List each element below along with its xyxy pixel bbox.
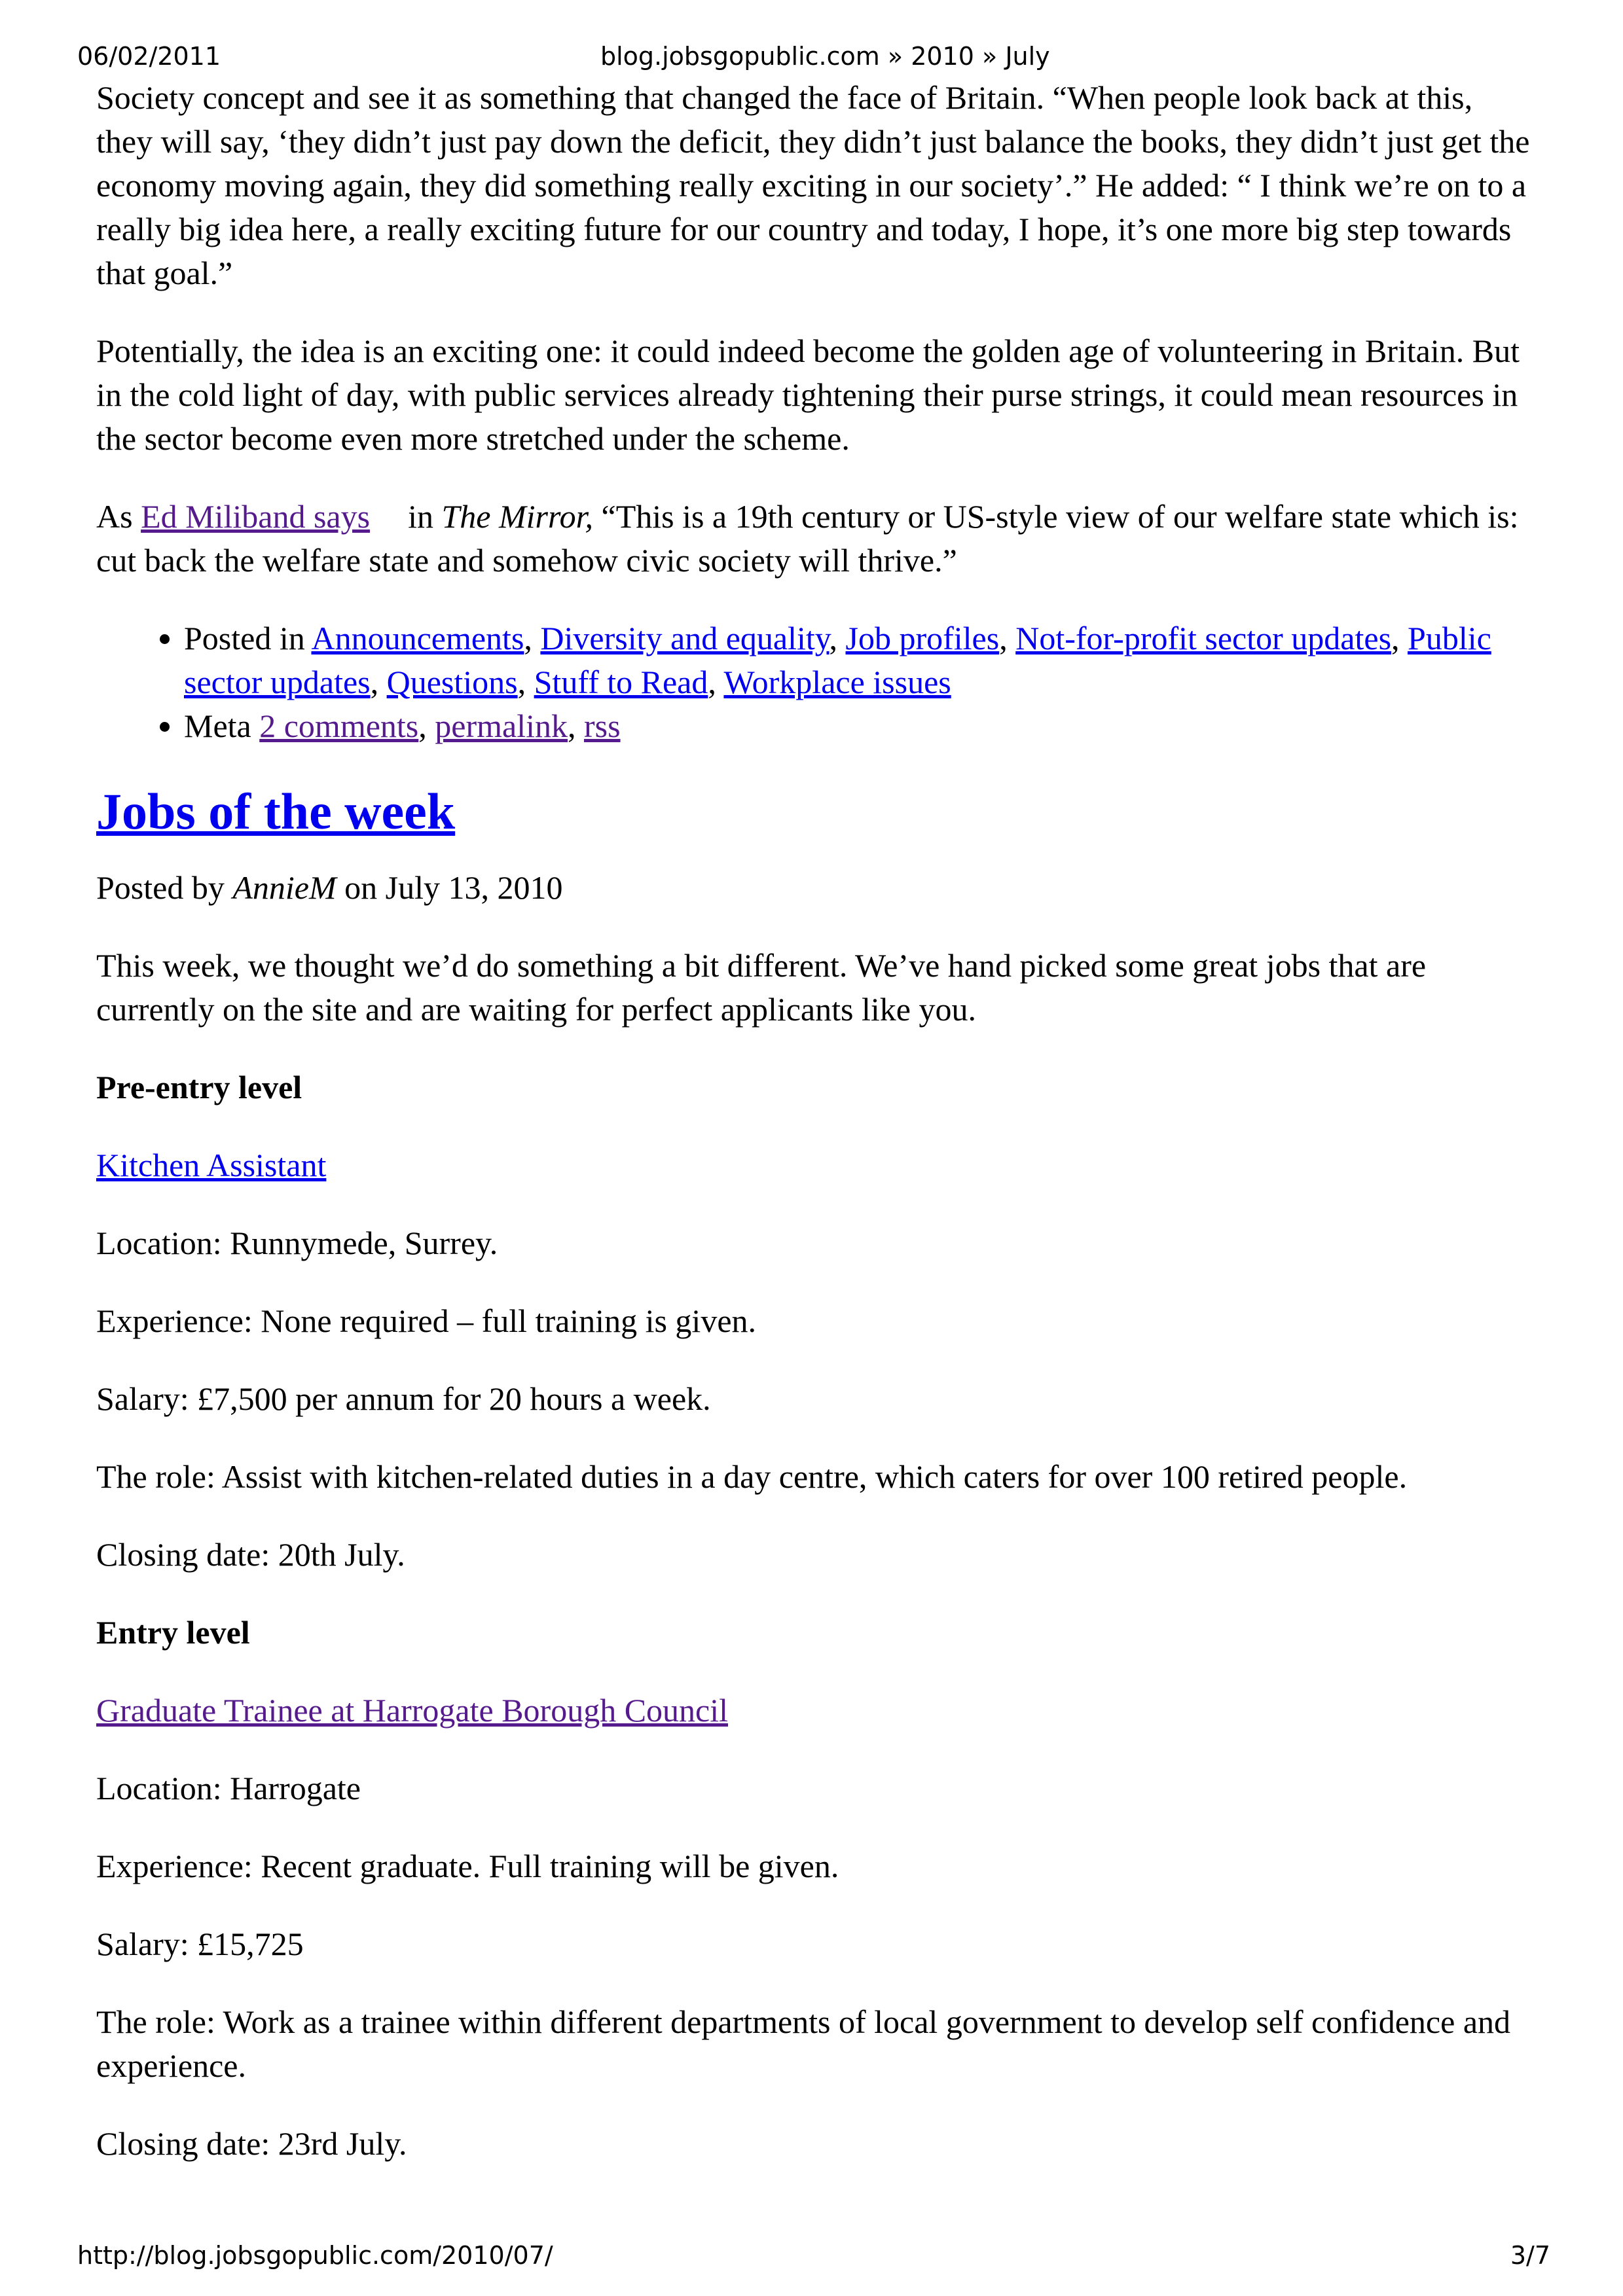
- print-footer-url: http://blog.jobsgopublic.com/2010/07/: [77, 2241, 553, 2270]
- text-span: “This is a 19th century or US-style view of our welfare state which is: cut back the welfare state and somehow civic society will thrive.”: [96, 498, 1519, 579]
- meta-label: Meta: [184, 708, 260, 744]
- separator: ,: [999, 620, 1016, 656]
- post-intro: This week, we thought we’d do something a bit different. We’ve hand picked some great jobs that are currently on the site and are waiting for perfect applicants like you.: [96, 947, 1427, 1028]
- job-location: Location: Runnymede, Surrey.: [96, 1225, 498, 1261]
- post-byline: [96, 866, 1537, 910]
- separator: ,: [418, 708, 435, 744]
- post-title-link[interactable]: Jobs of the week: [96, 783, 456, 840]
- byline-prefix: Posted by: [96, 869, 233, 906]
- publication-name: The Mirror,: [441, 498, 593, 535]
- job-experience: Experience: Recent graduate. Full training will be given.: [96, 1848, 839, 1884]
- category-link[interactable]: Diversity and equality: [540, 620, 830, 656]
- category-link[interactable]: Questions: [386, 664, 518, 700]
- post-paragraph: Society concept and see it as something that changed the face of Britain. “When people look back at this, they will say, ‘they didn’t just pay down the deficit, they didn’t just balance the books, they didn’t just get the economy moving again, they did something really exciting in our society’.” He added: “ I think we’re on to a really big idea here, a really exciting future for our country and today, I hope, it’s one more big step towards that goal.”: [96, 79, 1530, 291]
- job-closing-date: Closing date: 23rd July.: [96, 2125, 407, 2162]
- job-location: Location: Harrogate: [96, 1770, 361, 1806]
- job-salary: Salary: £15,725: [96, 1926, 304, 1962]
- separator: ,: [524, 620, 541, 656]
- separator: ,: [567, 708, 584, 744]
- job-role: The role: Work as a trainee within different departments of local government to develop self confidence and experience.: [96, 2003, 1511, 2084]
- category-link[interactable]: Public sector updates: [184, 620, 1491, 700]
- job-salary: Salary: £7,500 per annum for 20 hours a week.: [96, 1380, 711, 1417]
- print-footer-page-number: 3/7: [1510, 2241, 1550, 2270]
- print-header-title: blog.jobsgopublic.com » 2010 » July: [600, 42, 1050, 71]
- comments-link[interactable]: 2 comments: [259, 708, 419, 744]
- job-experience: Experience: None required – full training is given.: [96, 1302, 757, 1339]
- separator: ,: [1391, 620, 1408, 656]
- rss-link[interactable]: rss: [583, 708, 621, 744]
- author-name: AnnieM: [232, 869, 337, 906]
- print-header-date: 06/02/2011: [77, 42, 221, 71]
- text-span: As: [96, 498, 141, 535]
- post-paragraph: [96, 495, 1537, 583]
- category-link[interactable]: Workplace issues: [723, 664, 951, 700]
- job-link-kitchen-assistant[interactable]: Kitchen Assistant: [96, 1147, 327, 1183]
- category-link[interactable]: Announcements: [311, 620, 524, 656]
- category-link[interactable]: Job profiles: [845, 620, 1000, 656]
- posted-in-label: Posted in: [184, 620, 312, 656]
- post-title: [96, 782, 1537, 841]
- meta-item: [184, 704, 1537, 748]
- posted-in-item: [184, 617, 1537, 704]
- separator: ,: [829, 620, 846, 656]
- level-heading: Pre-entry level: [96, 1069, 302, 1105]
- job-link-paragraph: [96, 1689, 1537, 1732]
- category-link[interactable]: Not-for-profit sector updates: [1015, 620, 1392, 656]
- job-closing-date: Closing date: 20th July.: [96, 1536, 405, 1573]
- text-span: in: [408, 498, 442, 535]
- permalink-link[interactable]: permalink: [435, 708, 568, 744]
- job-role: The role: Assist with kitchen-related duties in a day centre, which caters for over 100 retired people.: [96, 1458, 1408, 1495]
- level-heading: Entry level: [96, 1614, 250, 1651]
- post-paragraph: Potentially, the idea is an exciting one: it could indeed become the golden age of volunteering in Britain. But in the cold light of day, with public services already tightening their purse strings, it could mean resources in the sector become even more stretched under the scheme.: [96, 332, 1520, 457]
- separator: ,: [517, 664, 534, 700]
- job-link-paragraph: [96, 1143, 1537, 1187]
- ed-miliband-link[interactable]: Ed Miliband says: [141, 498, 371, 535]
- category-link[interactable]: Stuff to Read: [534, 664, 708, 700]
- separator: ,: [370, 664, 387, 700]
- blog-content: [96, 76, 1537, 2200]
- separator: ,: [708, 664, 724, 700]
- post-meta-list: [96, 617, 1537, 748]
- byline-date: on July 13, 2010: [336, 869, 563, 906]
- job-link-graduate-trainee[interactable]: Graduate Trainee at Harrogate Borough Council: [96, 1692, 729, 1729]
